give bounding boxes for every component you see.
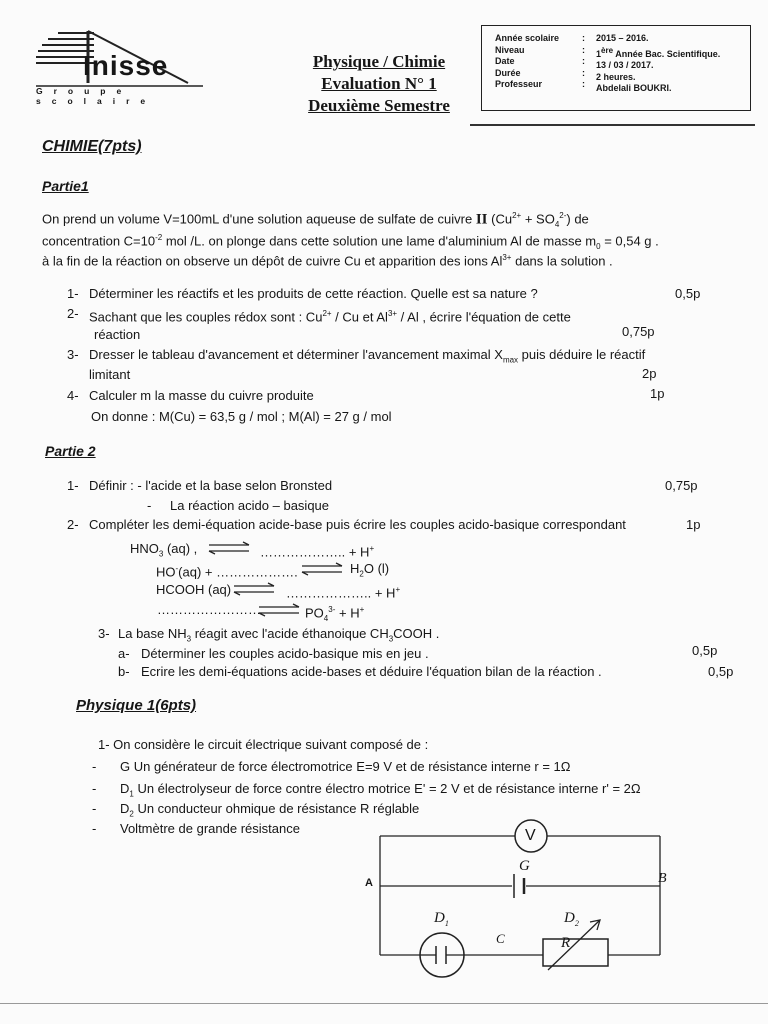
equation-1-left: $HNO_3$ (aq) , xyxy=(130,541,198,559)
component-bullet: - xyxy=(92,759,97,774)
info-value-teacher: Abdelali BOUKRI. xyxy=(596,83,672,93)
p2-q2-number: 2- xyxy=(67,517,79,532)
p2-q1-sub: La réaction acido – basique xyxy=(170,498,330,513)
resistor-label: R xyxy=(561,935,571,951)
q3-text: Dresser le tableau d'avancement et déterminer l'avancement maximal $X_{max}$ puis déduire le réactif xyxy=(89,347,646,365)
p2-q2-points: 1p xyxy=(686,517,701,532)
q2-number: 2- xyxy=(67,306,79,321)
equation-1-right: ……………….. + H+ xyxy=(260,544,375,560)
p2-q2-text: Compléter les demi-équation acide-base puis écrire les couples acido-basique correspondant xyxy=(89,517,626,532)
component-bullet: - xyxy=(92,821,97,836)
p2-q3-number: 3- xyxy=(98,626,110,641)
p2-q3b-text: Ecrire les demi-équations acide-bases et déduire l'équation bilan de la réaction . xyxy=(141,664,602,679)
equilibrium-arrow-icon xyxy=(255,603,303,617)
voltmeter-label: V xyxy=(525,827,536,844)
title-semester: Deuxième Semestre xyxy=(308,96,450,115)
q4-points: 1p xyxy=(650,386,665,401)
chimie-heading: CHIMIE(7pts) xyxy=(42,138,142,155)
info-value-duration: 2 heures. xyxy=(596,71,636,82)
p2-q3a-text: Déterminer les couples acido-basique mis en jeu . xyxy=(141,646,429,661)
p2-q1-text: Définir : - l'acide et la base selon Bronsted xyxy=(89,478,333,493)
info-label-duration: Durée xyxy=(495,67,521,78)
info-label-year: Année scolaire xyxy=(495,33,560,43)
partie1-intro-line1: On prend un volume V=100mL d'une solution aqueuse de sulfate de cuivre II $(Cu^{2+} + SO_4^{2-})$ de xyxy=(42,211,589,229)
p2-q1-points: 0,75p xyxy=(665,478,698,493)
physique-q1: 1- On considère le circuit électrique suivant composé de : xyxy=(98,737,429,752)
q4-text: Calculer m la masse du cuivre produite xyxy=(89,388,314,403)
q3-points: 2p xyxy=(642,366,657,381)
q3-number: 3- xyxy=(67,347,79,362)
equation-4-right: $PO_4^{3-} + H^+$ xyxy=(305,605,365,623)
info-value-level: 1ère Année Bac. Scientifique. xyxy=(596,45,721,59)
component-bullet: - xyxy=(92,801,97,816)
component-electrolyser: $D_1$ Un électrolyseur de force contre électro motrice E' = 2 V et de résistance interne r' = 2Ω xyxy=(120,781,641,799)
equilibrium-arrow-icon xyxy=(298,562,346,576)
q3-continuation: limitant xyxy=(89,367,131,382)
equilibrium-arrow-icon xyxy=(230,582,278,596)
q1-number: 1- xyxy=(67,286,79,301)
component-generator: G Un générateur de force électromotrice E=9 V et de résistance interne r = 1Ω xyxy=(120,759,571,774)
equation-4-left: …………………… xyxy=(157,602,261,617)
equation-3-left: HCOOH (aq) xyxy=(156,582,232,597)
q4-given-data: On donne : M(Cu) = 63,5 g / mol ; M(Al) = 27 g / mol xyxy=(91,409,392,424)
title-evaluation: Evaluation N° 1 xyxy=(321,74,437,93)
q2-text: Sachant que les couples rédox sont : $Cu^{2+}$ / Cu et $Al^{3+}$ / Al , écrire l'équation de cette xyxy=(89,309,571,325)
d2-label: $D_2$ xyxy=(564,910,579,928)
p2-q3a-label: a- xyxy=(118,646,130,661)
q2-continuation: réaction xyxy=(94,327,141,342)
header-divider xyxy=(470,124,755,126)
partie2-title: Partie 2 xyxy=(45,443,96,459)
component-resistor: $D_2$ Un conducteur ohmique de résistance R réglable xyxy=(120,801,420,819)
p2-q3-text: La base $NH_3$ réagit avec l'acide éthanoique $CH_3COOH$ . xyxy=(118,626,440,644)
partie1-intro-line3: à la fin de la réaction on observe un dépôt de cuivre Cu et apparition des ions $Al^{3+}$ dans la solution . xyxy=(42,253,613,269)
node-b-label: B xyxy=(658,871,667,886)
component-bullet: - xyxy=(92,781,97,796)
generator-label: G xyxy=(519,858,530,874)
p2-q3b-label: b- xyxy=(118,664,130,679)
info-box: Année scolaire Niveau Date Durée Professeur : : : : : 2015 – 2016. 1ère Année Bac. Scientifique. 13 / 03 / 2017. 2 heures. Abdelali BOUKRI. xyxy=(481,25,751,111)
partie1-intro-line2: concentration $C=10^{-2}$ mol /L. on plonge dans cette solution une lame d'aluminium Al de masse $m_0 = 0,54$ g . xyxy=(42,233,659,251)
info-label-teacher: Professeur xyxy=(495,79,543,89)
d1-label: $D_1$ xyxy=(434,910,449,928)
node-c-label: C xyxy=(496,931,505,946)
school-logo xyxy=(28,28,218,106)
info-label-date: Date xyxy=(495,56,515,66)
q1-points: 0,5p xyxy=(675,286,701,301)
info-label-level: Niveau xyxy=(495,44,525,55)
q4-number: 4- xyxy=(67,388,79,403)
equation-2-right: $H_2O$ (l) xyxy=(350,561,390,579)
logo-word: Inisse xyxy=(83,50,169,81)
info-value-date: 13 / 03 / 2017. xyxy=(596,60,654,70)
circuit-diagram xyxy=(350,810,680,980)
equation-3-right: ……………….. + H+ xyxy=(286,585,401,601)
partie1-title: Partie1 xyxy=(42,178,89,194)
q2-points: 0,75p xyxy=(622,324,655,339)
equation-2-left: HO-(aq) + ………………. xyxy=(156,564,298,580)
physique-heading: Physique 1(6pts) xyxy=(76,697,197,714)
logo-subtitle: Groupe scolaire xyxy=(36,86,157,106)
p2-q3a-points: 0,5p xyxy=(692,643,718,658)
info-value-year: 2015 – 2016. xyxy=(596,33,649,43)
node-a-label: A xyxy=(365,877,373,889)
q1-text: Déterminer les réactifs et les produits de cette réaction. Quelle est sa nature ? xyxy=(89,286,538,301)
p2-q1-bullet: - xyxy=(147,498,152,513)
bottom-divider xyxy=(0,1003,768,1004)
p2-q3b-points: 0,5p xyxy=(708,664,734,679)
component-voltmeter: Voltmètre de grande résistance xyxy=(120,821,300,836)
title-subject: Physique / Chimie xyxy=(312,52,446,71)
p2-q1-number: 1- xyxy=(67,478,79,493)
equilibrium-arrow-icon xyxy=(205,541,253,555)
